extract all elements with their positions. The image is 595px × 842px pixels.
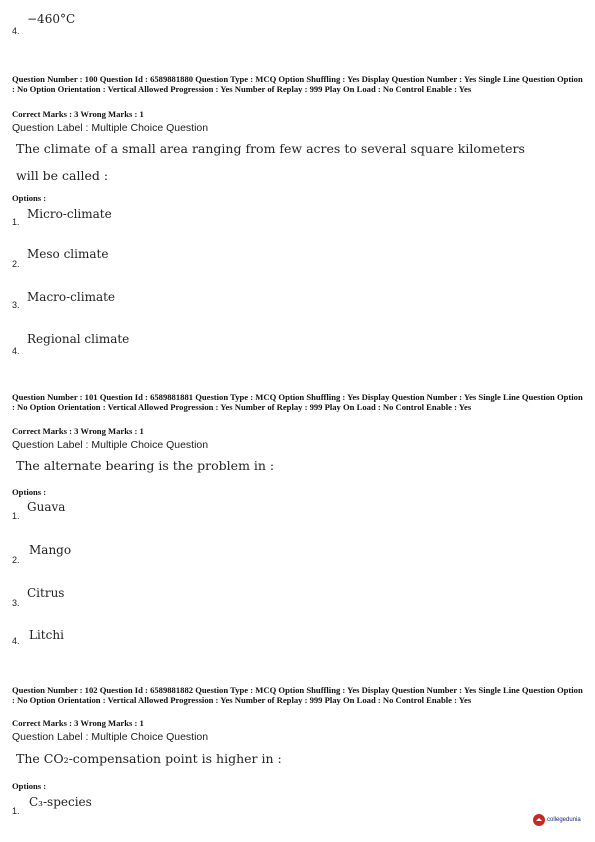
option-number: 2. [12,555,20,565]
option-number: 3. [12,300,20,310]
option-number: 4. [12,346,20,356]
watermark-text: collegedunia [547,817,581,823]
question-text-line-1: The alternate bearing is the problem in : [16,458,275,473]
option-number: 4. [12,636,20,646]
question-label: Question Label : Multiple Choice Question [12,439,209,451]
option-number: 1. [12,511,20,521]
question-marks: Correct Marks : 3 Wrong Marks : 1 [12,718,144,728]
question-label: Question Label : Multiple Choice Question [12,731,209,743]
question-marks: Correct Marks : 3 Wrong Marks : 1 [12,109,144,119]
options-label: Options : [12,781,47,791]
question-label: Question Label : Multiple Choice Question [12,122,209,134]
question-meta: Question Number : 102 Question Id : 6589881882 Question Type : MCQ Option Shuffling : Yes Display Question Number : Yes Single Line Question Option : No Option Orientation : Vertical Allowed Progression : Yes Number of Replay : 999 Play On Load : No Control Enable : Yes [12,685,583,706]
question-text-line-1: The CO₂-compensation point is higher in : [16,751,282,766]
option-text: Macro-climate [27,290,116,304]
question-meta: Question Number : 101 Question Id : 6589881881 Question Type : MCQ Option Shuffling : Yes Display Question Number : Yes Single Line Question Option : No Option Orientation : Vertical Allowed Progression : Yes Number of Replay : 999 Play On Load : No Control Enable : Yes [12,392,583,413]
option-number: 1. [12,217,20,227]
option-text: Litchi [29,628,64,642]
question-text-line-1: The climate of a small area ranging from few acres to several square kilometers [16,141,525,156]
option-number: 1. [12,806,20,816]
options-label: Options : [12,487,47,497]
prev-option-text: −460°C [27,12,76,26]
collegedunia-logo-icon [533,814,545,826]
prev-option-number: 4. [12,26,20,36]
option-text: Citrus [27,586,65,600]
option-text: Guava [27,500,66,514]
option-text: C₃-species [29,795,92,809]
option-number: 3. [12,598,20,608]
question-meta: Question Number : 100 Question Id : 6589881880 Question Type : MCQ Option Shuffling : Yes Display Question Number : Yes Single Line Question Option : No Option Orientation : Vertical Allowed Progression : Yes Number of Replay : 999 Play On Load : No Control Enable : Yes [12,74,583,95]
question-marks: Correct Marks : 3 Wrong Marks : 1 [12,426,144,436]
question-text-line-2: will be called : [16,168,109,183]
option-text: Mango [29,543,72,557]
option-text: Micro-climate [27,207,112,221]
option-text: Regional climate [27,332,130,346]
options-label: Options : [12,193,47,203]
option-text: Meso climate [27,247,109,261]
option-number: 2. [12,259,20,269]
collegedunia-watermark [533,814,581,826]
